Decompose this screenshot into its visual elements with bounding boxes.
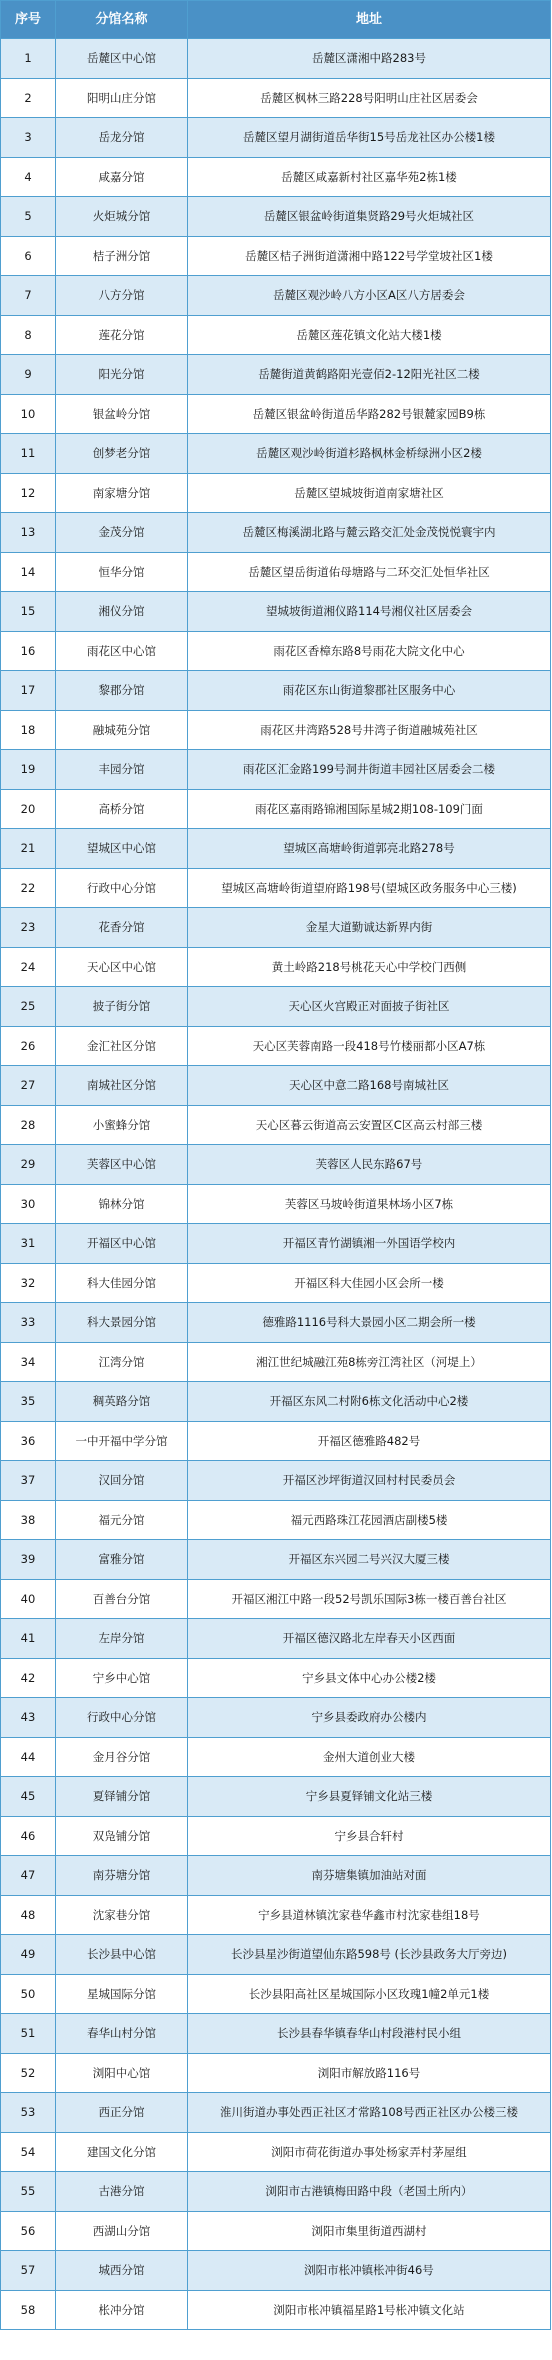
cell-address: 望城区高塘岭街道郭亮北路278号 <box>188 829 551 869</box>
cell-address: 岳麓区观沙岭八方小区A区八方居委会 <box>188 276 551 316</box>
cell-number: 48 <box>1 1895 56 1935</box>
cell-address: 芙蓉区马坡岭街道果林场小区7栋 <box>188 1184 551 1224</box>
cell-address: 岳麓区银盆岭街道集贤路29号火炬城社区 <box>188 197 551 237</box>
cell-branch-name: 南家塘分馆 <box>56 473 188 513</box>
cell-address: 浏阳市枨冲镇枨冲街46号 <box>188 2251 551 2291</box>
cell-address: 岳麓区梅溪湖北路与麓云路交汇处金茂悦悦寰宇内 <box>188 513 551 553</box>
cell-address: 浏阳市枨冲镇福星路1号枨冲镇文化站 <box>188 2290 551 2330</box>
table-row <box>1 1856 551 1896</box>
cell-branch-name: 金月谷分馆 <box>56 1737 188 1777</box>
cell-number: 26 <box>1 1026 56 1066</box>
table-row <box>1 118 551 158</box>
table-row <box>1 434 551 474</box>
table-row <box>1 750 551 790</box>
table-row <box>1 1737 551 1777</box>
table-row <box>1 829 551 869</box>
cell-address: 雨花区井湾路528号井湾子街道融城苑社区 <box>188 710 551 750</box>
cell-branch-name: 高桥分馆 <box>56 789 188 829</box>
cell-number: 4 <box>1 157 56 197</box>
table-row <box>1 1935 551 1975</box>
cell-address: 开福区东风二村附6栋文化活动中心2楼 <box>188 1382 551 1422</box>
cell-branch-name: 城西分馆 <box>56 2251 188 2291</box>
cell-address: 长沙县阳高社区星城国际小区玫瑰1幢2单元1楼 <box>188 1974 551 2014</box>
table-row <box>1 552 551 592</box>
cell-address: 岳麓区咸嘉新村社区嘉华苑2栋1楼 <box>188 157 551 197</box>
cell-branch-name: 金茂分馆 <box>56 513 188 553</box>
table-row <box>1 1184 551 1224</box>
cell-branch-name: 天心区中心馆 <box>56 947 188 987</box>
cell-address: 开福区湘江中路一段52号凯乐国际3栋一楼百善台社区 <box>188 1579 551 1619</box>
cell-address: 望城区高塘岭街道望府路198号(望城区政务服务中心三楼) <box>188 868 551 908</box>
table-row <box>1 1461 551 1501</box>
cell-address: 开福区德汉路北左岸春天小区西面 <box>188 1619 551 1659</box>
cell-number: 54 <box>1 2132 56 2172</box>
cell-number: 17 <box>1 671 56 711</box>
table-row <box>1 1066 551 1106</box>
cell-branch-name: 科大佳园分馆 <box>56 1263 188 1303</box>
table-row <box>1 671 551 711</box>
cell-address: 开福区青竹湖镇湘一外国语学校内 <box>188 1224 551 1264</box>
cell-branch-name: 浏阳中心馆 <box>56 2053 188 2093</box>
cell-number: 44 <box>1 1737 56 1777</box>
cell-address: 芙蓉区人民东路67号 <box>188 1145 551 1185</box>
header-cell-branch-name: 分馆名称 <box>56 1 188 39</box>
cell-branch-name: 创梦老分馆 <box>56 434 188 474</box>
cell-number: 14 <box>1 552 56 592</box>
cell-address: 雨花区香樟东路8号雨花大院文化中心 <box>188 631 551 671</box>
table-row <box>1 987 551 1027</box>
cell-number: 49 <box>1 1935 56 1975</box>
cell-address: 宁乡县合轩村 <box>188 1816 551 1856</box>
cell-number: 56 <box>1 2211 56 2251</box>
cell-branch-name: 枨冲分馆 <box>56 2290 188 2330</box>
cell-branch-name: 左岸分馆 <box>56 1619 188 1659</box>
table-row <box>1 276 551 316</box>
cell-address: 浏阳市荷花街道办事处杨家弄村茅屋组 <box>188 2132 551 2172</box>
cell-number: 8 <box>1 315 56 355</box>
cell-address: 天心区火宫殿正对面披子街社区 <box>188 987 551 1027</box>
table-row <box>1 1342 551 1382</box>
cell-address: 雨花区东山街道黎郡社区服务中心 <box>188 671 551 711</box>
cell-number: 37 <box>1 1461 56 1501</box>
header-cell-address: 地址 <box>188 1 551 39</box>
table-row <box>1 1579 551 1619</box>
cell-address: 岳麓区潇湘中路283号 <box>188 39 551 79</box>
cell-address: 浏阳市古港镇梅田路中段（老国土所内） <box>188 2172 551 2212</box>
cell-address: 南芬塘集镇加油站对面 <box>188 1856 551 1896</box>
cell-branch-name: 古港分馆 <box>56 2172 188 2212</box>
cell-number: 34 <box>1 1342 56 1382</box>
cell-number: 41 <box>1 1619 56 1659</box>
cell-address: 望城坡街道湘仪路114号湘仪社区居委会 <box>188 592 551 632</box>
cell-branch-name: 长沙县中心馆 <box>56 1935 188 1975</box>
cell-branch-name: 沈家巷分馆 <box>56 1895 188 1935</box>
cell-branch-name: 阳明山庄分馆 <box>56 78 188 118</box>
table-row <box>1 1500 551 1540</box>
table-row <box>1 157 551 197</box>
cell-address: 宁乡县文体中心办公楼2楼 <box>188 1658 551 1698</box>
table-row <box>1 1026 551 1066</box>
cell-address: 岳麓区枫林三路228号阳明山庄社区居委会 <box>188 78 551 118</box>
table-row <box>1 1619 551 1659</box>
table-row <box>1 789 551 829</box>
table-row <box>1 2014 551 2054</box>
table-body <box>1 39 551 2330</box>
table-row <box>1 39 551 79</box>
cell-number: 5 <box>1 197 56 237</box>
cell-branch-name: 融城苑分馆 <box>56 710 188 750</box>
cell-number: 39 <box>1 1540 56 1580</box>
cell-number: 43 <box>1 1698 56 1738</box>
table-row <box>1 1895 551 1935</box>
cell-number: 47 <box>1 1856 56 1896</box>
cell-address: 岳麓区观沙岭街道杉路枫林金桥绿洲小区2楼 <box>188 434 551 474</box>
cell-number: 50 <box>1 1974 56 2014</box>
cell-number: 29 <box>1 1145 56 1185</box>
cell-branch-name: 火炬城分馆 <box>56 197 188 237</box>
cell-branch-name: 春华山村分馆 <box>56 2014 188 2054</box>
table-row <box>1 2172 551 2212</box>
table-row <box>1 631 551 671</box>
table-row <box>1 710 551 750</box>
cell-number: 19 <box>1 750 56 790</box>
table-row <box>1 1974 551 2014</box>
cell-branch-name: 科大景园分馆 <box>56 1303 188 1343</box>
table-row <box>1 2093 551 2133</box>
table-row <box>1 868 551 908</box>
cell-branch-name: 南芬塘分馆 <box>56 1856 188 1896</box>
cell-number: 55 <box>1 2172 56 2212</box>
table-row <box>1 2290 551 2330</box>
table-row <box>1 1777 551 1817</box>
cell-branch-name: 银盆岭分馆 <box>56 394 188 434</box>
cell-number: 18 <box>1 710 56 750</box>
cell-address: 岳麓街道黄鹤路阳光壹佰2-12阳光社区二楼 <box>188 355 551 395</box>
cell-branch-name: 雨花区中心馆 <box>56 631 188 671</box>
cell-branch-name: 小蜜蜂分馆 <box>56 1105 188 1145</box>
cell-address: 淮川街道办事处西正社区才常路108号西正社区办公楼三楼 <box>188 2093 551 2133</box>
cell-branch-name: 披子街分馆 <box>56 987 188 1027</box>
cell-number: 57 <box>1 2251 56 2291</box>
cell-address: 岳麓区望城坡街道南家塘社区 <box>188 473 551 513</box>
cell-number: 23 <box>1 908 56 948</box>
table-row <box>1 197 551 237</box>
cell-branch-name: 行政中心分馆 <box>56 868 188 908</box>
cell-branch-name: 星城国际分馆 <box>56 1974 188 2014</box>
cell-address: 宁乡县道林镇沈家巷华鑫市村沈家巷组18号 <box>188 1895 551 1935</box>
cell-branch-name: 桔子洲分馆 <box>56 236 188 276</box>
cell-address: 开福区沙坪街道汉回村村民委员会 <box>188 1461 551 1501</box>
cell-number: 13 <box>1 513 56 553</box>
cell-number: 42 <box>1 1658 56 1698</box>
cell-branch-name: 黎郡分馆 <box>56 671 188 711</box>
cell-address: 岳麓区银盆岭街道岳华路282号银麓家园B9栋 <box>188 394 551 434</box>
table-row <box>1 1658 551 1698</box>
table-row <box>1 236 551 276</box>
cell-address: 开福区德雅路482号 <box>188 1421 551 1461</box>
cell-branch-name: 岳麓区中心馆 <box>56 39 188 79</box>
cell-address: 金星大道勤诚达新界内街 <box>188 908 551 948</box>
cell-number: 7 <box>1 276 56 316</box>
cell-branch-name: 开福区中心馆 <box>56 1224 188 1264</box>
cell-number: 40 <box>1 1579 56 1619</box>
cell-number: 58 <box>1 2290 56 2330</box>
cell-address: 雨花区嘉雨路锦湘国际星城2期108-109门面 <box>188 789 551 829</box>
cell-address: 德雅路1116号科大景园小区二期会所一楼 <box>188 1303 551 1343</box>
cell-number: 3 <box>1 118 56 158</box>
cell-branch-name: 汉回分馆 <box>56 1461 188 1501</box>
cell-branch-name: 福元分馆 <box>56 1500 188 1540</box>
cell-branch-name: 望城区中心馆 <box>56 829 188 869</box>
cell-branch-name: 花香分馆 <box>56 908 188 948</box>
table-row <box>1 1263 551 1303</box>
table-row <box>1 1303 551 1343</box>
cell-address: 开福区东兴园二号兴汉大厦三楼 <box>188 1540 551 1580</box>
cell-number: 27 <box>1 1066 56 1106</box>
table-row <box>1 1382 551 1422</box>
cell-number: 9 <box>1 355 56 395</box>
cell-number: 12 <box>1 473 56 513</box>
cell-branch-name: 行政中心分馆 <box>56 1698 188 1738</box>
cell-branch-name: 丰园分馆 <box>56 750 188 790</box>
cell-number: 11 <box>1 434 56 474</box>
cell-address: 黄土岭路218号桃花天心中学校门西侧 <box>188 947 551 987</box>
cell-number: 10 <box>1 394 56 434</box>
header-row <box>1 1 551 39</box>
table-row <box>1 394 551 434</box>
table-row <box>1 2053 551 2093</box>
cell-number: 46 <box>1 1816 56 1856</box>
cell-address: 岳麓区望岳街道佑母塘路与二环交汇处恒华社区 <box>188 552 551 592</box>
cell-number: 32 <box>1 1263 56 1303</box>
cell-address: 天心区芙蓉南路一段418号竹楼丽都小区A7栋 <box>188 1026 551 1066</box>
cell-branch-name: 江湾分馆 <box>56 1342 188 1382</box>
cell-number: 6 <box>1 236 56 276</box>
table-row <box>1 355 551 395</box>
cell-address: 天心区暮云街道高云安置区C区高云村部三楼 <box>188 1105 551 1145</box>
table-row <box>1 2251 551 2291</box>
cell-address: 岳麓区莲花镇文化站大楼1楼 <box>188 315 551 355</box>
cell-branch-name: 稠英路分馆 <box>56 1382 188 1422</box>
cell-address: 雨花区汇金路199号洞井街道丰园社区居委会二楼 <box>188 750 551 790</box>
cell-number: 1 <box>1 39 56 79</box>
cell-address: 浏阳市集里街道西湖村 <box>188 2211 551 2251</box>
cell-address: 长沙县春华镇春华山村段港村民小组 <box>188 2014 551 2054</box>
cell-branch-name: 岳龙分馆 <box>56 118 188 158</box>
cell-branch-name: 宁乡中心馆 <box>56 1658 188 1698</box>
cell-address: 金州大道创业大楼 <box>188 1737 551 1777</box>
cell-number: 22 <box>1 868 56 908</box>
cell-number: 21 <box>1 829 56 869</box>
cell-number: 52 <box>1 2053 56 2093</box>
cell-address: 开福区科大佳园小区会所一楼 <box>188 1263 551 1303</box>
table-row <box>1 1145 551 1185</box>
cell-branch-name: 一中开福中学分馆 <box>56 1421 188 1461</box>
table-row <box>1 1105 551 1145</box>
cell-address: 长沙县星沙街道望仙东路598号 (长沙县政务大厅旁边) <box>188 1935 551 1975</box>
cell-number: 45 <box>1 1777 56 1817</box>
cell-number: 38 <box>1 1500 56 1540</box>
cell-address: 岳麓区桔子洲街道潇湘中路122号学堂坡社区1楼 <box>188 236 551 276</box>
table-row <box>1 1698 551 1738</box>
cell-address: 宁乡县委政府办公楼内 <box>188 1698 551 1738</box>
cell-branch-name: 金汇社区分馆 <box>56 1026 188 1066</box>
cell-branch-name: 锦林分馆 <box>56 1184 188 1224</box>
table-row <box>1 908 551 948</box>
cell-number: 2 <box>1 78 56 118</box>
cell-branch-name: 南城社区分馆 <box>56 1066 188 1106</box>
table-row <box>1 947 551 987</box>
table-row <box>1 592 551 632</box>
cell-address: 天心区中意二路168号南城社区 <box>188 1066 551 1106</box>
cell-number: 24 <box>1 947 56 987</box>
cell-number: 33 <box>1 1303 56 1343</box>
cell-number: 20 <box>1 789 56 829</box>
table-row <box>1 1224 551 1264</box>
cell-branch-name: 建国文化分馆 <box>56 2132 188 2172</box>
cell-branch-name: 莲花分馆 <box>56 315 188 355</box>
cell-branch-name: 咸嘉分馆 <box>56 157 188 197</box>
table-row <box>1 1540 551 1580</box>
table-row <box>1 513 551 553</box>
table-row <box>1 315 551 355</box>
cell-number: 53 <box>1 2093 56 2133</box>
cell-branch-name: 阳光分馆 <box>56 355 188 395</box>
cell-branch-name: 芙蓉区中心馆 <box>56 1145 188 1185</box>
cell-number: 51 <box>1 2014 56 2054</box>
cell-number: 25 <box>1 987 56 1027</box>
cell-number: 31 <box>1 1224 56 1264</box>
cell-address: 浏阳市解放路116号 <box>188 2053 551 2093</box>
header-cell-number: 序号 <box>1 1 56 39</box>
cell-branch-name: 百善台分馆 <box>56 1579 188 1619</box>
table-row <box>1 1816 551 1856</box>
cell-number: 30 <box>1 1184 56 1224</box>
cell-branch-name: 西正分馆 <box>56 2093 188 2133</box>
cell-branch-name: 夏铎铺分馆 <box>56 1777 188 1817</box>
cell-number: 28 <box>1 1105 56 1145</box>
table-row <box>1 78 551 118</box>
cell-branch-name: 富雅分馆 <box>56 1540 188 1580</box>
table-row <box>1 2211 551 2251</box>
cell-address: 福元西路珠江花园酒店副楼5楼 <box>188 1500 551 1540</box>
cell-number: 16 <box>1 631 56 671</box>
table-row <box>1 2132 551 2172</box>
cell-branch-name: 八方分馆 <box>56 276 188 316</box>
table-row <box>1 1421 551 1461</box>
cell-branch-name: 双凫铺分馆 <box>56 1816 188 1856</box>
cell-address: 湘江世纪城融江苑8栋旁江湾社区（河堤上） <box>188 1342 551 1382</box>
cell-number: 15 <box>1 592 56 632</box>
cell-address: 宁乡县夏铎铺文化站三楼 <box>188 1777 551 1817</box>
cell-branch-name: 西湖山分馆 <box>56 2211 188 2251</box>
cell-address: 岳麓区望月湖街道岳华街15号岳龙社区办公楼1楼 <box>188 118 551 158</box>
table-row <box>1 473 551 513</box>
cell-branch-name: 湘仪分馆 <box>56 592 188 632</box>
cell-branch-name: 恒华分馆 <box>56 552 188 592</box>
cell-number: 36 <box>1 1421 56 1461</box>
cell-number: 35 <box>1 1382 56 1422</box>
